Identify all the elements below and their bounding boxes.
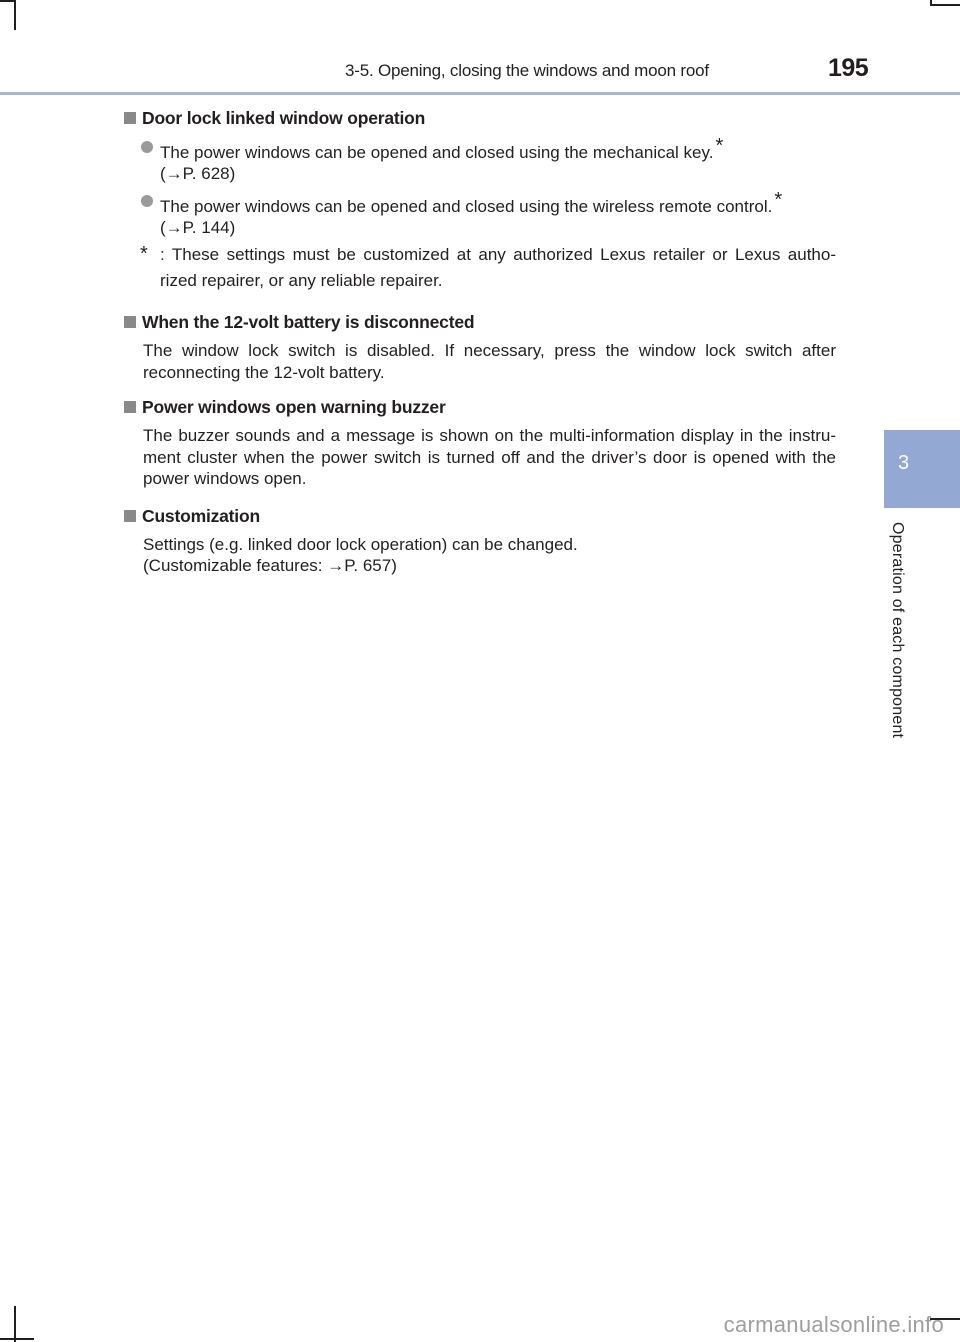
chapter-label: Operation of each component	[889, 522, 906, 739]
page-number: 195	[828, 54, 869, 82]
section-title-customization: Customization	[124, 504, 836, 528]
customization-reference: (Customizable features: →P. 657)	[143, 556, 397, 575]
header-rule	[0, 92, 960, 95]
bullet-remote-control: The power windows can be opened and closed using the wireless remote control. * (→P. 144)	[124, 190, 836, 238]
crop-mark	[14, 1306, 16, 1342]
section-title-door-lock: Door lock linked window operation	[124, 106, 836, 130]
square-bullet-icon	[124, 316, 136, 328]
page-reference: (→P. 628)	[160, 164, 236, 183]
page-content	[124, 106, 836, 577]
crop-mark	[14, 0, 16, 30]
chapter-number: 3	[898, 452, 910, 474]
customization-line: Settings (e.g. linked door lock operation) can be changed.	[143, 534, 578, 554]
page-header-title: 3-5. Opening, closing the windows and moon roof	[345, 61, 709, 80]
circle-bullet-icon	[141, 141, 153, 153]
crop-mark	[0, 1338, 34, 1340]
section-body-customization	[124, 534, 836, 577]
footnote-star: *	[715, 135, 724, 157]
chapter-tab	[884, 430, 960, 508]
square-bullet-icon	[124, 510, 136, 522]
bullet-mechanical-key: The power windows can be opened and closed using the mechanical key. * (→P. 628)	[124, 136, 836, 184]
crop-mark	[930, 4, 960, 6]
watermark: carmanualsonline.info	[723, 1312, 944, 1337]
section-body-battery: The window lock switch is disabled. If necessary, press the window lock switch after reconnecting the 12-volt battery.	[143, 341, 836, 382]
square-bullet-icon	[124, 112, 136, 124]
section-title-buzzer: Power windows open warning buzzer	[124, 395, 836, 419]
circle-bullet-icon	[141, 195, 153, 207]
section-title-battery: When the 12-volt battery is disconnected	[124, 310, 836, 334]
square-bullet-icon	[124, 401, 136, 413]
footnote-star: *	[774, 189, 783, 211]
section-body-buzzer: The buzzer sounds and a message is shown on the multi-information display in the instru- ment cluster when the power switch is turned off and the driver’s door is opened with the power windows open.	[143, 426, 836, 488]
page-reference: (→P. 144)	[160, 218, 236, 237]
footnote: * : These settings must be customized at any authorized Lexus retailer or Lexus autho- rized repairer, or any reliable repairer.	[140, 243, 836, 290]
footnote-star: *	[140, 243, 148, 265]
